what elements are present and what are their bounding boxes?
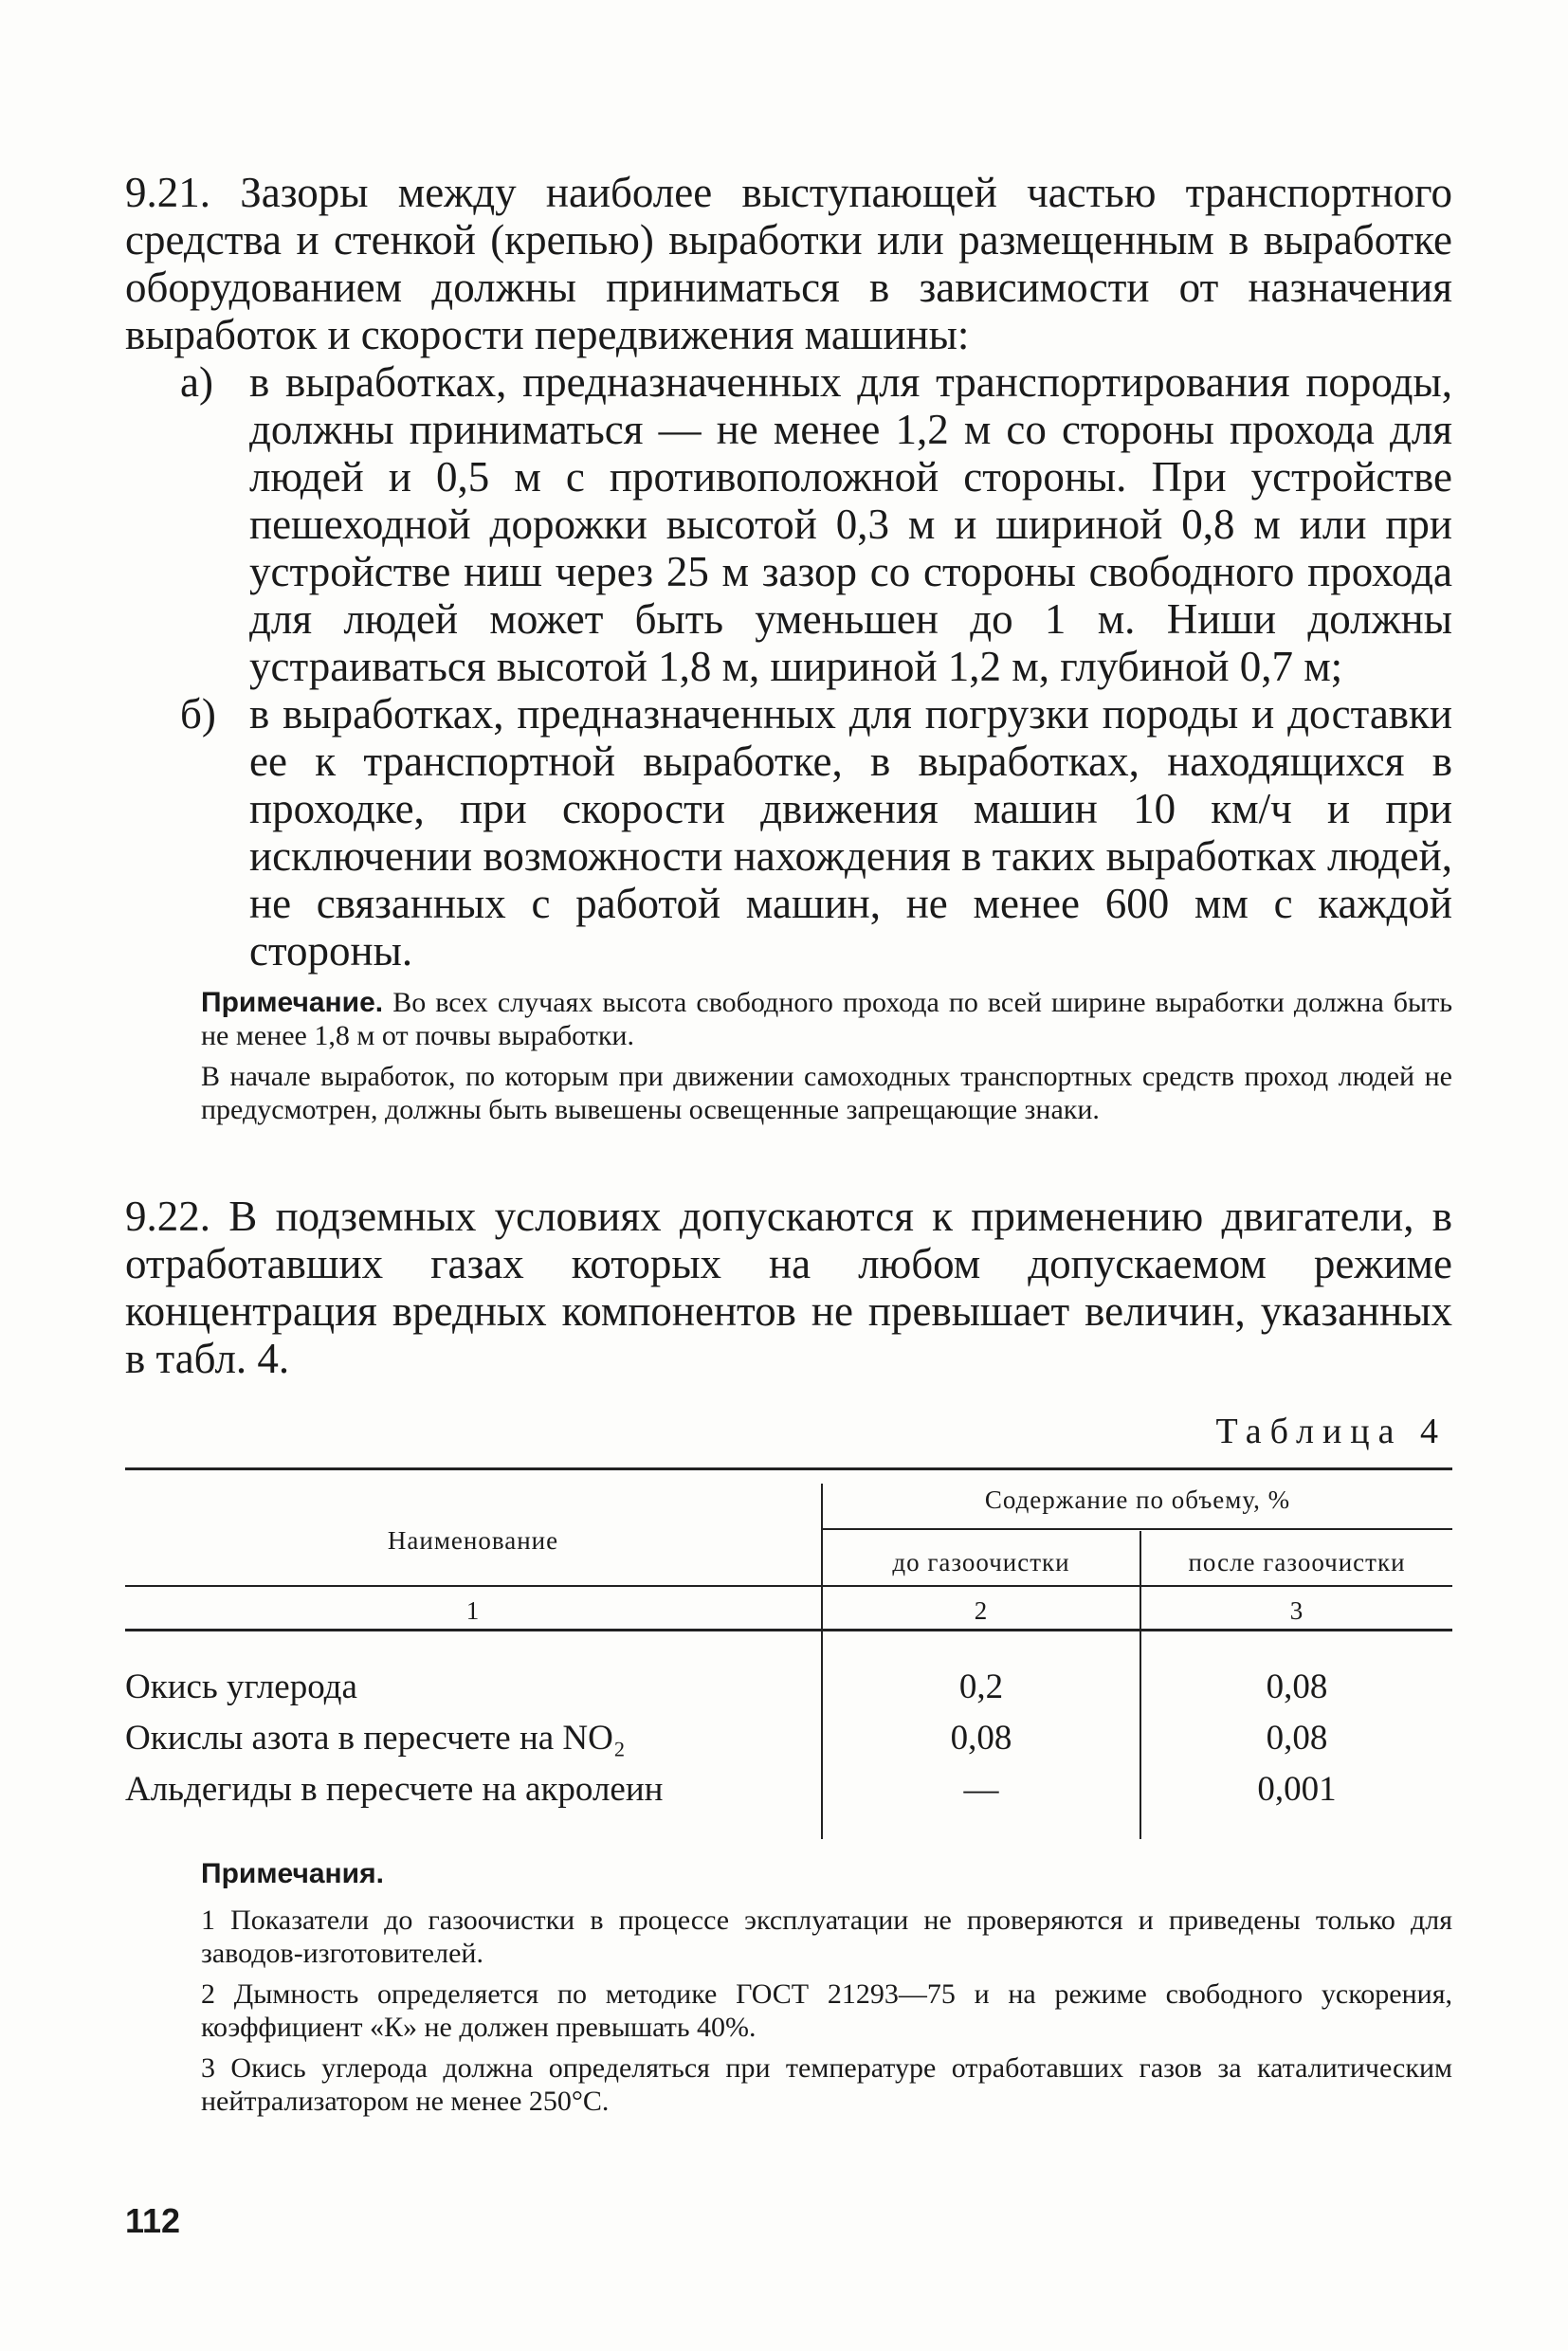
table-top-rule xyxy=(125,1467,1452,1470)
list-item-text: в выработках, предназначенных для погрузки породы и доставки ее к транспортной выработке, в выработках, находящихся в проходке, при скорости движения машин 10 км/ч и при исключении возможности нахождения в таких выработках людей, не связанных с работой машин, не менее 600 мм с каждой стороны. xyxy=(249,690,1452,975)
cell-before: 0,2 xyxy=(958,1668,1004,1706)
table-caption: Таблица 4 xyxy=(1215,1412,1447,1451)
col-number-1: 1 xyxy=(465,1596,481,1625)
notes-heading: Примечания. xyxy=(201,1858,384,1889)
cell-after: 0,08 xyxy=(1266,1719,1328,1758)
page-number: 112 xyxy=(125,2201,181,2240)
note-1-continued: В начале выработок, по которым при движении самоходных транспортных средств проход людей не предусмотрен, должны быть вывешены освещенные запрещающие знаки. xyxy=(201,1061,1452,1125)
table-group-rule xyxy=(821,1528,1452,1530)
col-header-after: после газоочистки xyxy=(1188,1548,1406,1576)
table-numrow-rule xyxy=(125,1629,1452,1631)
table-note-1: 1 Показатели до газоочистки в процессе эксплуатации не проверяются и приведены только для заводов-изготовителей. xyxy=(201,1904,1452,1969)
col-number-3: 3 xyxy=(1289,1596,1304,1625)
cell-name: Окислы азота в пересчете на NO₂ xyxy=(125,1719,626,1758)
cell-name: Альдегиды в пересчете на акролеин xyxy=(125,1770,664,1809)
cell-after: 0,001 xyxy=(1257,1770,1337,1809)
cell-name: Окись углерода xyxy=(125,1668,357,1706)
col-number-2: 2 xyxy=(974,1596,989,1625)
cell-after: 0,08 xyxy=(1266,1668,1328,1706)
note-label: Примечание. xyxy=(201,987,384,1018)
list-item-label: а) xyxy=(180,358,213,406)
list-item-label: б) xyxy=(180,690,216,738)
paragraph-9-21: 9.21. Зазоры между наиболее выступающей частью транспортного средства и стенкой (крепью) выработки или размещенным в выработке оборудованием должны приниматься в зависимости от назначения выработок и скорости передвижения машины: xyxy=(125,169,1452,358)
paragraph-9-22: 9.22. В подземных условиях допускаются к применению двигатели, в отработавших газах которых на любом допускаемом режиме концентрация вредных компонентов не превышает величин, указанных в табл. 4. xyxy=(125,1193,1452,1382)
cell-before: 0,08 xyxy=(950,1719,1012,1758)
list-item-b xyxy=(180,690,1452,975)
col-header-before: до газоочистки xyxy=(892,1548,1070,1576)
col-header-name: Наименование xyxy=(387,1526,559,1555)
list-item-a xyxy=(180,358,1452,690)
cell-before: — xyxy=(963,1770,999,1809)
note-1 xyxy=(201,986,1452,1052)
table-header-rule xyxy=(125,1585,1452,1587)
note-text: Во всех случаях высота свободного прохода по всей ширине выработки должна быть не менее 1,8 м от почвы выработки. xyxy=(201,987,1453,1051)
table-note-3: 3 Окись углерода должна определяться при температуре отработавших газов за каталитическим нейтрализатором не менее 250°С. xyxy=(201,2052,1452,2117)
col-header-group: Содержание по объему, % xyxy=(984,1485,1291,1514)
table-note-2: 2 Дымность определяется по методике ГОСТ 21293—75 и на режиме свободного ускорения, коэффициент «К» не должен превышать 40%. xyxy=(201,1978,1452,2043)
list-item-text: в выработках, предназначенных для транспортирования породы, должны приниматься — не менее 1,2 м со стороны прохода для людей и 0,5 м с противоположной стороны. При устройстве пешеходной дорожки высотой 0,3 м и шириной 0,8 м или при устройстве ниш через 25 м зазор со стороны свободного прохода для людей может быть уменьшен до 1 м. Ниши должны устраиваться высотой 1,8 м, шириной 1,2 м, глубиной 0,7 м; xyxy=(249,358,1452,690)
